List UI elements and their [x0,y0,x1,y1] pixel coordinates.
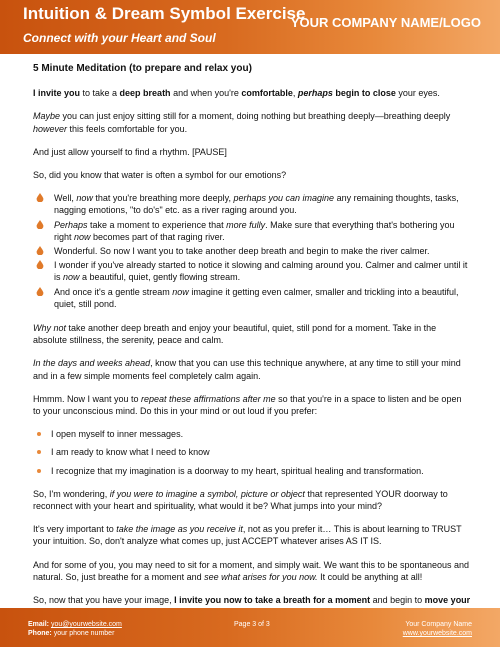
footer-contact [28,620,122,638]
text-italic: repeat these affirmations after me [141,393,276,404]
page-footer [0,608,500,647]
meditation-steps-list [33,192,471,310]
text: and when you're [170,88,242,99]
paragraph-invite [33,87,471,99]
text: a beautiful, quiet, gently flowing stream. [79,272,241,283]
text: you can just enjoy sitting still for a moment, doing nothing but breathing deeply—breathing deeply [60,111,451,122]
list-item [33,465,471,477]
text: that represented YOUR doorway to reconnect with your heart and spirituality, what would it be? What jumps into your mind? [33,488,448,512]
text: I wonder if you've already started to notice it slowing and calming around you. Calmer and calmer until it is [54,260,468,283]
text-bold: begin to close [335,88,396,99]
text: take a moment to experience that [87,219,227,230]
text-italic: now [76,193,93,204]
text-bold: comfortable [241,88,293,99]
text: , [292,88,298,99]
page-header [0,0,500,54]
website-link[interactable]: www.yourwebsite.com [402,630,472,637]
water-drop-icon [36,287,44,296]
bullet-dot-icon [37,450,41,454]
text-italic: Maybe [33,111,61,122]
text: your eyes. [395,88,440,99]
water-drop-icon [36,260,44,269]
phone-number: your phone number [53,630,115,637]
text: to take a [80,88,120,99]
company-logo-placeholder: YOUR COMPANY NAME/LOGO [290,15,481,30]
water-drop-icon [36,193,44,202]
text-bold: I invite you [33,88,81,99]
text: , not as you prefer it… This is about learning to TRUST your intuition. So, don't analyze what comes up, just ACCEPT whatever arises AS IT IS. [33,524,462,547]
list-item [33,446,471,458]
paragraph-affirmations-intro [33,393,471,417]
document-body [33,63,471,630]
text: this feels comfortable for you. [67,123,188,134]
paragraph-days-ahead [33,357,471,381]
text-bold: deep breath [119,88,171,99]
text-italic: see what arises for you now. [204,571,318,582]
list-item [33,428,471,440]
text-bold: move your [424,595,471,606]
text: . Make sure that everything that's bothering you right [54,219,455,242]
document-subtitle: Connect with your Heart and Soul [23,31,216,45]
paragraph-rhythm: And just allow yourself to find a rhythm. [PAUSE] [33,146,227,157]
paragraph-why-not [33,322,471,346]
footer-company [403,620,472,638]
text: And once it's a gentle stream [54,286,173,297]
phone-label: Phone: [28,630,52,637]
text: So, now that you have your image, [33,595,175,606]
text-italic: if you were to imagine a symbol, picture or object [109,488,305,499]
list-item [33,192,471,216]
text: any remaining thoughts, tasks, nagging emotions, "to do's" etc. as a river raging around you. [54,193,459,216]
text: that you're breathing more deeply, [92,193,234,204]
list-item [33,286,471,310]
text-bold: I invite you now to take a breath for a moment [174,595,371,606]
text-italic: Why not [33,323,67,334]
text-italic: Perhaps [54,219,88,230]
text: I open myself to inner messages. [51,429,184,440]
text: imagine it getting even calmer, smaller and trickling into a beautiful, quiet, still pond. [54,286,459,309]
text: It's very important to [33,524,117,535]
text: Hmmm. Now I want you to [33,393,142,404]
bullet-dot-icon [37,432,41,436]
text: It could be anything at all! [317,571,423,582]
list-item [33,245,471,257]
paragraph-wondering [33,488,471,512]
affirmations-list [33,428,471,477]
text-italic: In the days and weeks ahead [33,358,151,369]
paragraph-water: So, did you know that water is often a symbol for our emotions? [33,170,287,181]
text: I recognize that my imagination is a doorway to my heart, spiritual healing and transformation. [51,465,424,476]
text: becomes part of that raging river. [90,231,225,242]
footer-email-row [28,620,122,629]
text-italic: now [74,231,91,242]
section-heading: 5 Minute Meditation (to prepare and relax you) [33,63,252,74]
bullet-dot-icon [37,469,41,473]
text-italic: however [33,123,68,134]
water-drop-icon [36,246,44,255]
paragraph-important [33,523,471,547]
footer-company-name: Your Company Name [405,621,472,628]
text: , know that you can use this technique anywhere, at any time to still your mind and in a few simple moments feel completely calm again. [33,358,461,381]
text-italic: perhaps you can imagine [233,193,335,204]
paragraph-maybe [33,110,471,134]
text-italic: take the image as you receive it [116,524,243,535]
text: Wonderful. So now I want you to take another deep breath and begin to make the river calmer. [54,246,430,257]
list-item [33,219,471,243]
text-italic: more fully [226,219,266,230]
paragraph-wait [33,559,471,583]
text: Well, [54,193,77,204]
text-italic: now [63,272,80,283]
text: I am ready to know what I need to know [51,447,210,458]
list-item [33,259,471,283]
water-drop-icon [36,220,44,229]
document-title: Intuition & Dream Symbol Exercise [23,4,306,23]
text: take another deep breath and enjoy your beautiful, quiet, still pond for a moment. Take in the absolute stillness, the serenity, peace and calm. [33,323,437,346]
text: And for some of you, you may need to sit for a moment, and simply wait. We want this to be spontaneous and natural. So, just breathe for a moment and [33,559,470,582]
text-bold-italic: perhaps [297,88,333,99]
footer-phone-row [28,629,122,638]
email-link[interactable]: you@yourwebsite.com [50,621,122,628]
email-label: Email: [28,621,50,628]
text: and begin to [370,595,425,606]
text-italic: now [172,286,189,297]
text: So, I'm wondering, [33,488,110,499]
page-number: Page 3 of 3 [234,621,270,628]
text: so that you're in a space to listen and be open to your unconscious mind. Do this in your mind or out loud if you prefer: [33,393,462,417]
